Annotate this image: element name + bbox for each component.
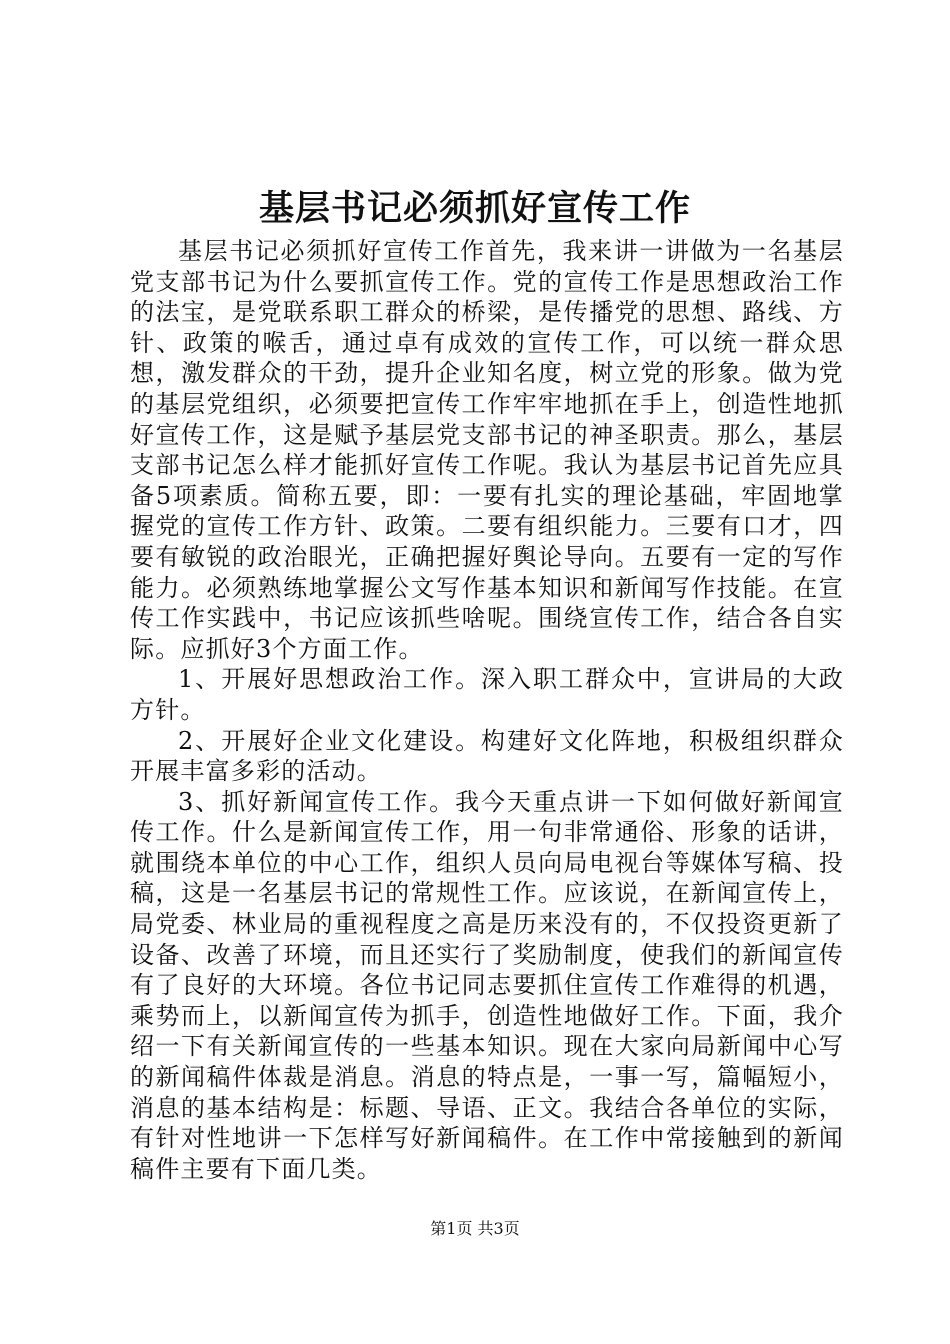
paragraph-intro: 基层书记必须抓好宣传工作首先，我来讲一讲做为一名基层党支部书记为什么要抓宣传工作。党的宣传工作是思想政治工作的法宝，是党联系职工群众的桥梁，是传播党的思想、路线、方针、政策的喉舌，通过卓有成效的宣传工作，可以统一群众思想，激发群众的干劲，提升企业知名度，树立党的形象。做为党的基层党组织，必须要把宣传工作牢牢地抓在手上，创造性地抓好宣传工作，这是赋予基层党支部书记的神圣职责。那么，基层支部书记怎么样才能抓好宣传工作呢。我认为基层书记首先应具备5项素质。简称五要，即：一要有扎实的理论基础，牢固地掌握党的宣传工作方针、政策。二要有组织能力。三要有口才，四要有敏锐的政治眼光，正确把握好舆论导向。五要有一定的写作能力。必须熟练地掌握公文写作基本知识和新闻写作技能。在宣传工作实践中，书记应该抓些啥呢。围绕宣传工作，结合各自实际。应抓好3个方面工作。 bbox=[130, 237, 844, 663]
paragraph-item-1: 1、开展好思想政治工作。深入职工群众中，宣讲局的大政方针。 bbox=[130, 665, 844, 724]
page-number-footer: 第1页 共3页 bbox=[430, 1219, 520, 1238]
document-title: 基层书记必须抓好宣传工作 bbox=[258, 188, 691, 229]
paragraph-item-2: 2、开展好企业文化建设。构建好文化阵地，积极组织群众开展丰富多彩的活动。 bbox=[130, 726, 844, 786]
paragraph-item-3: 3、抓好新闻宣传工作。我今天重点讲一下如何做好新闻宣传工作。什么是新闻宣传工作，用一句非常通俗、形象的话讲，就围绕本单位的中心工作，组织人员向局电视台等媒体写稿、投稿，这是一名基层书记的常规性工作。应该说，在新闻宣传上，局党委、林业局的重视程度之高是历来没有的，不仅投资更新了设备、改善了环境，而且还实行了奖励制度，使我们的新闻宣传有了良好的大环境。各位书记同志要抓住宣传工作难得的机遇，乘势而上，以新闻宣传为抓手，创造性地做好工作。下面，我介绍一下有关新闻宣传的一些基本知识。现在大家向局新闻中心写的新闻稿件体裁是消息。消息的特点是，一事一写，篇幅短小，消息的基本结构是：标题、导语、正文。我结合各单位的实际，有针对性地讲一下怎样写好新闻稿件。在工作中常接触到的新闻稿件主要有下面几类。 bbox=[130, 787, 844, 1183]
document-body bbox=[130, 236, 844, 1184]
